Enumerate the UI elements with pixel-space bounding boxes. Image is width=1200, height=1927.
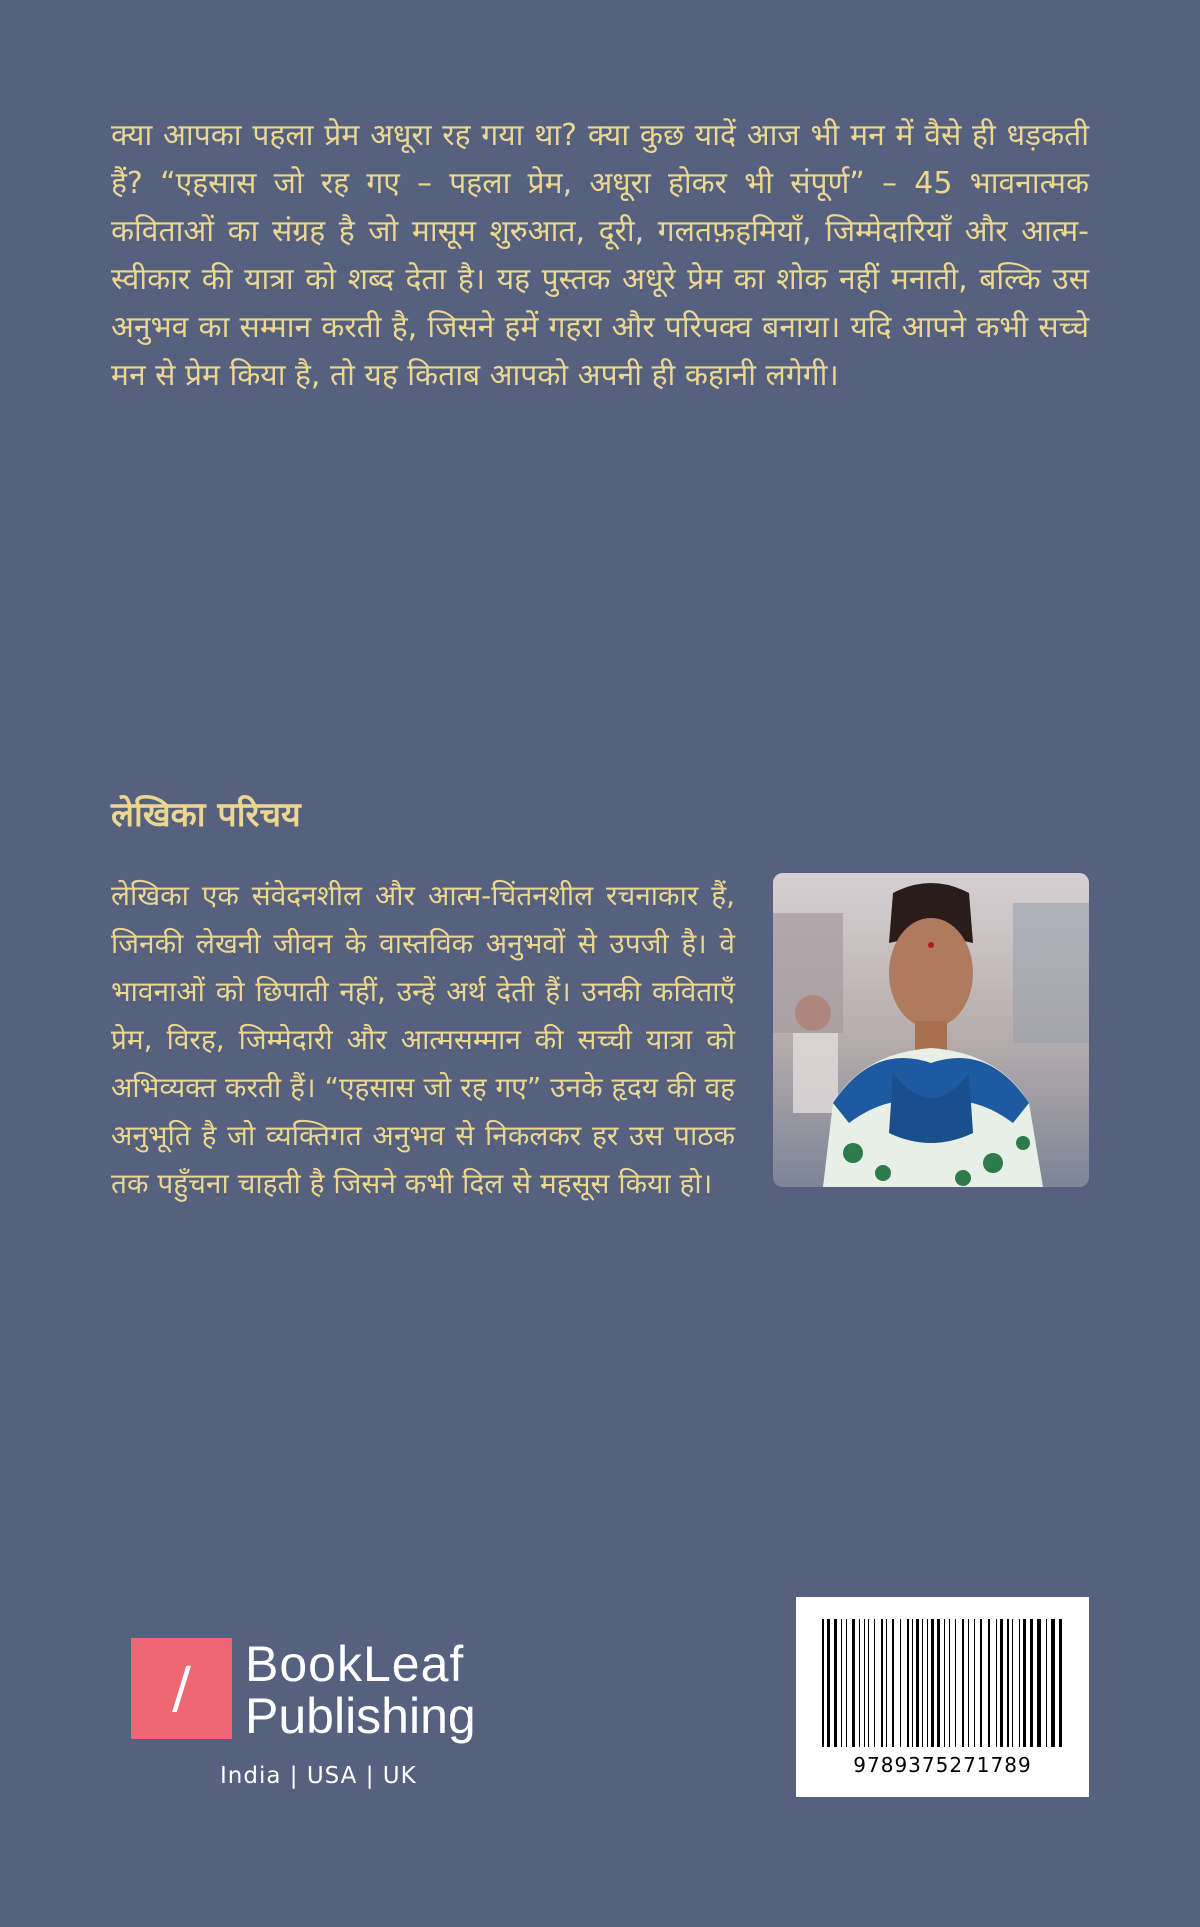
publisher-name-line2: Publishing — [245, 1688, 476, 1744]
back-cover-blurb: क्या आपका पहला प्रेम अधूरा रह गया था? क्या कुछ यादें आज भी मन में वैसे ही धड़कती हैं? “एहसास जो रह गए – पहला प्रेम, अधूरा होकर भी संपूर्ण” – 45 भावनात्मक कविताओं का संग्रह है जो मासूम शुरुआत, दूरी, गलतफ़हमियाँ, जिम्मेदारियाँ और आत्म-स्वीकार की यात्रा को शब्द देता है। यह पुस्तक अधूरे प्रेम का शोक नहीं मनाती, बल्कि उस अनुभव का सम्मान करती है, जिसने हमें गहरा और परिपक्व बनाया। यदि आपने कभी सच्चे मन से प्रेम किया है, तो यह किताब आपको अपनी ही कहानी लगेगी। — [111, 118, 1089, 393]
isbn-number: 9789375271789 — [853, 1753, 1032, 1777]
author-photo — [773, 873, 1089, 1187]
author-bio-heading: लेखिका परिचय — [111, 795, 301, 835]
isbn-barcode — [796, 1597, 1089, 1797]
publisher-name-line1: BookLeaf — [245, 1636, 465, 1692]
publisher-logo — [131, 1638, 531, 1798]
author-bio-text: लेखिका एक संवेदनशील और आत्म-चिंतनशील रचनाकार हैं, जिनकी लेखनी जीवन के वास्तविक अनुभवों से उपजी है। वे भावनाओं को छिपाती नहीं, उन्हें अर्थ देती हैं। उनकी कविताएँ प्रेम, विरह, जिम्मेदारी और आत्मसम्मान की सच्ची यात्रा को अभिव्यक्त करती हैं। “एहसास जो रह गए” उनके हृदय की वह अनुभूति है जो व्यक्तिगत अनुभव से निकलकर हर उस पाठक तक पहुँचना चाहती है जिसने कभी दिल से महसूस किया हो। — [111, 879, 735, 1200]
logo-slash: / — [172, 1656, 191, 1721]
publisher-regions: India | USA | UK — [220, 1763, 417, 1789]
